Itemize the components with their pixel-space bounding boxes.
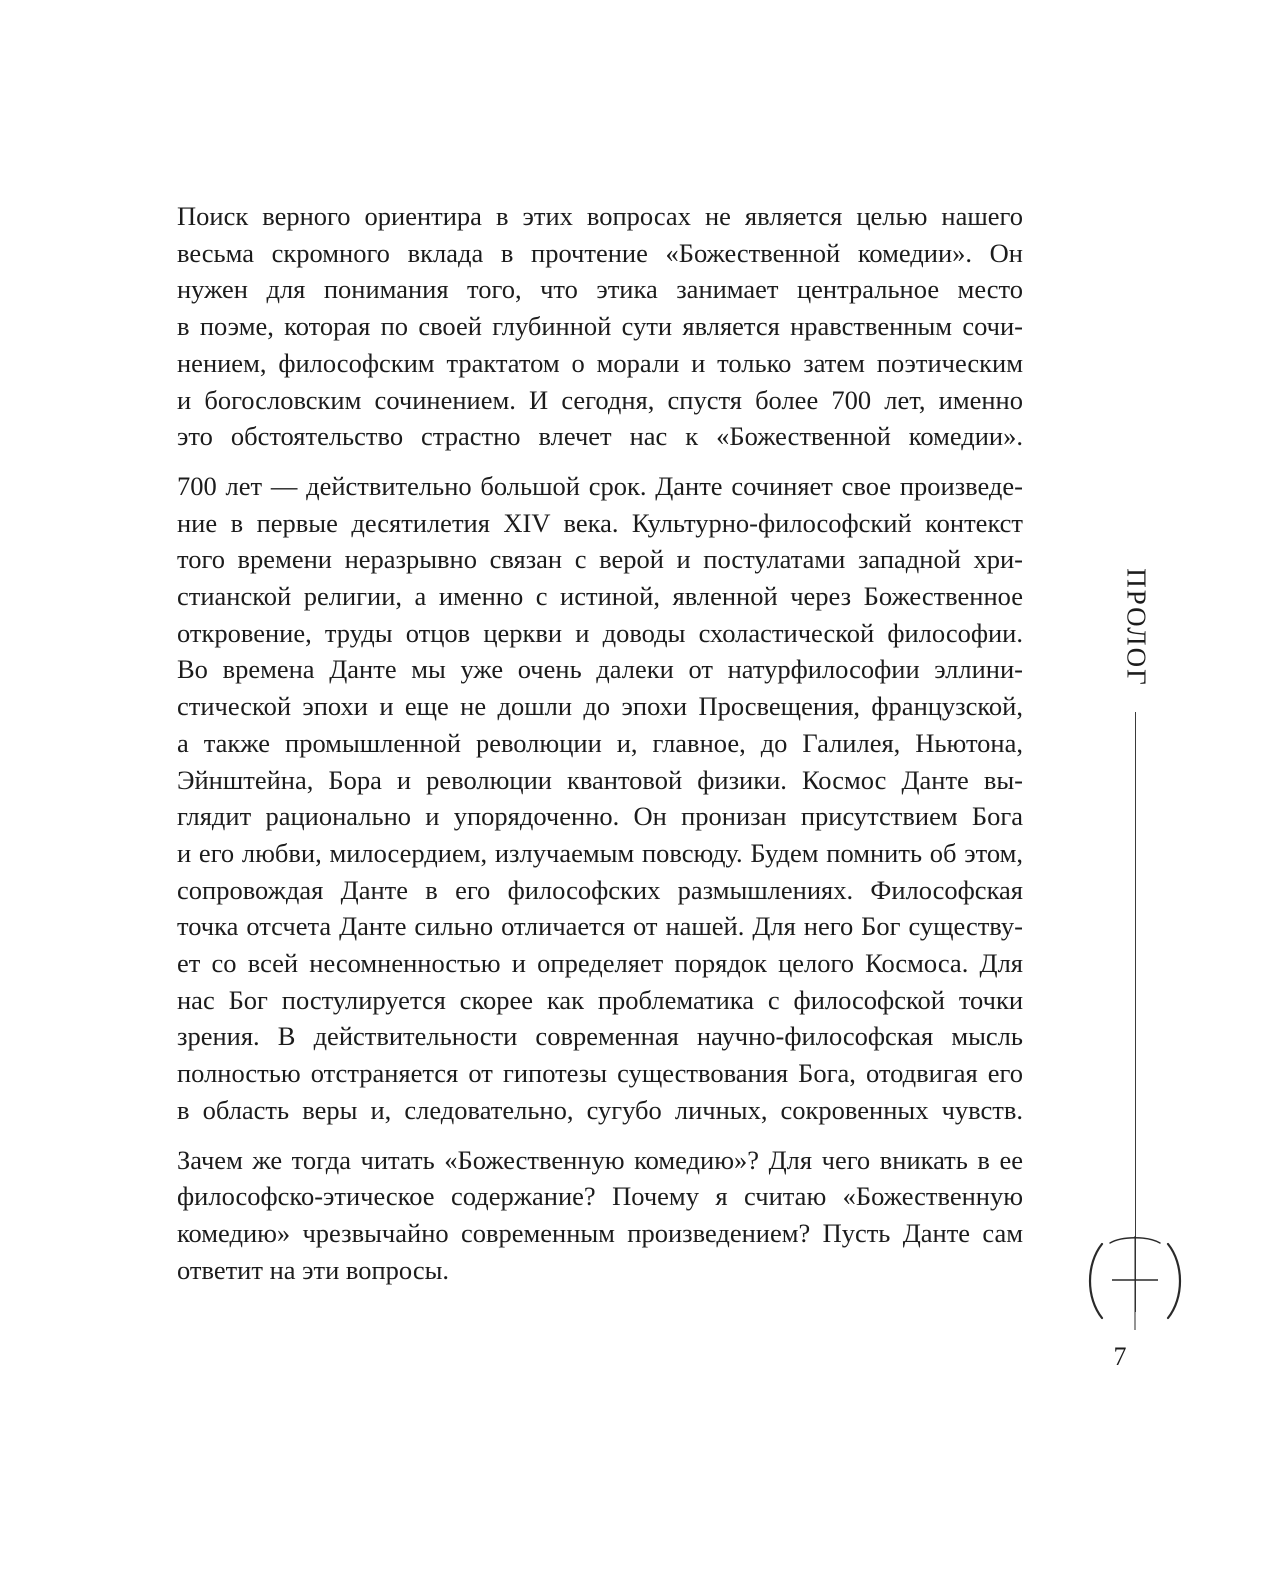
text-line: того времени неразрывно связан с верой и постулатами западной хри- <box>177 544 1023 575</box>
text-line: глядит рационально и упорядоченно. Он пронизан присутствием Бога <box>177 801 1023 832</box>
text-line: зрения. В действительности современная научно-философская мысль <box>177 1021 1023 1052</box>
text-line: это обстоятельство страстно влечет нас к «Божественной комедии». <box>177 421 1023 452</box>
paragraph-2 <box>177 468 1023 1129</box>
paragraph-1 <box>177 198 1023 455</box>
text-line: в область веры и, следовательно, сугубо личных, сокровенных чувств. <box>177 1094 1023 1125</box>
text-line: Зачем же тогда читать «Божественную комедию»? Для чего вникать в ее <box>177 1144 1023 1175</box>
text-line: нужен для понимания того, что этика занимает центральное место <box>177 274 1023 305</box>
text-line: точка отсчета Данте сильно отличается от нашей. Для него Бог существу- <box>177 911 1023 942</box>
text-line: а также промышленной революции и, главное, до Галилея, Ньютона, <box>177 727 1023 758</box>
paragraph-3 <box>177 1142 1023 1289</box>
text-line: и богословским сочинением. И сегодня, спустя более 700 лет, именно <box>177 384 1023 415</box>
text-line: нением, философским трактатом о морали и только затем поэтическим <box>177 347 1023 378</box>
text-line: стианской религии, а именно с истиной, явленной через Божественное <box>177 581 1023 612</box>
circle-ornament-icon <box>1080 1226 1190 1336</box>
text-line: в поэме, которая по своей глубинной сути является нравственным сочи- <box>177 311 1023 342</box>
text-line: откровение, труды отцов церкви и доводы схоластической философии. <box>177 617 1023 648</box>
text-line: Во времена Данте мы уже очень далеки от натурфилософии эллини- <box>177 654 1023 685</box>
page-number: 7 <box>1113 1342 1127 1371</box>
text-line: и его любви, милосердием, излучаемым повсюду. Будем помнить об этом, <box>177 837 1023 868</box>
running-head-label: ПРОЛОГ <box>1121 567 1152 687</box>
text-line: ние в первые десятилетия XIV века. Культурно-философский контекст <box>177 507 1023 538</box>
text-line: философско-этическое содержание? Почему я считаю «Божественную <box>177 1181 1023 1212</box>
text-line: Эйнштейна, Бора и революции квантовой физики. Космос Данте вы- <box>177 764 1023 795</box>
body-text <box>177 198 1023 1301</box>
text-line: нас Бог постулируется скорее как проблематика с философской точки <box>177 984 1023 1015</box>
text-line: ет со всей несомненностью и определяет порядок целого Космоса. Для <box>177 948 1023 979</box>
text-line: ответит на эти вопросы. <box>177 1254 450 1285</box>
text-line: 700 лет — действительно большой срок. Данте сочиняет свое произведе- <box>177 470 1023 501</box>
text-line: полностью отстраняется от гипотезы существования Бога, отодвигая его <box>177 1058 1023 1089</box>
text-line: сопровождая Данте в его философских размышлениях. Философская <box>177 874 1023 905</box>
text-line: Поиск верного ориентира в этих вопросах не является целью нашего <box>177 201 1023 231</box>
vertical-rule <box>1135 712 1136 1312</box>
running-head <box>1118 552 1154 702</box>
text-line: весьма скромного вклада в прочтение «Божественной комедии». Он <box>177 237 1023 268</box>
text-line: комедию» чрезвычайно современным произведением? Пусть Данте сам <box>177 1217 1023 1248</box>
text-line: стической эпохи и еще не дошли до эпохи Просвещения, французской, <box>177 691 1023 722</box>
